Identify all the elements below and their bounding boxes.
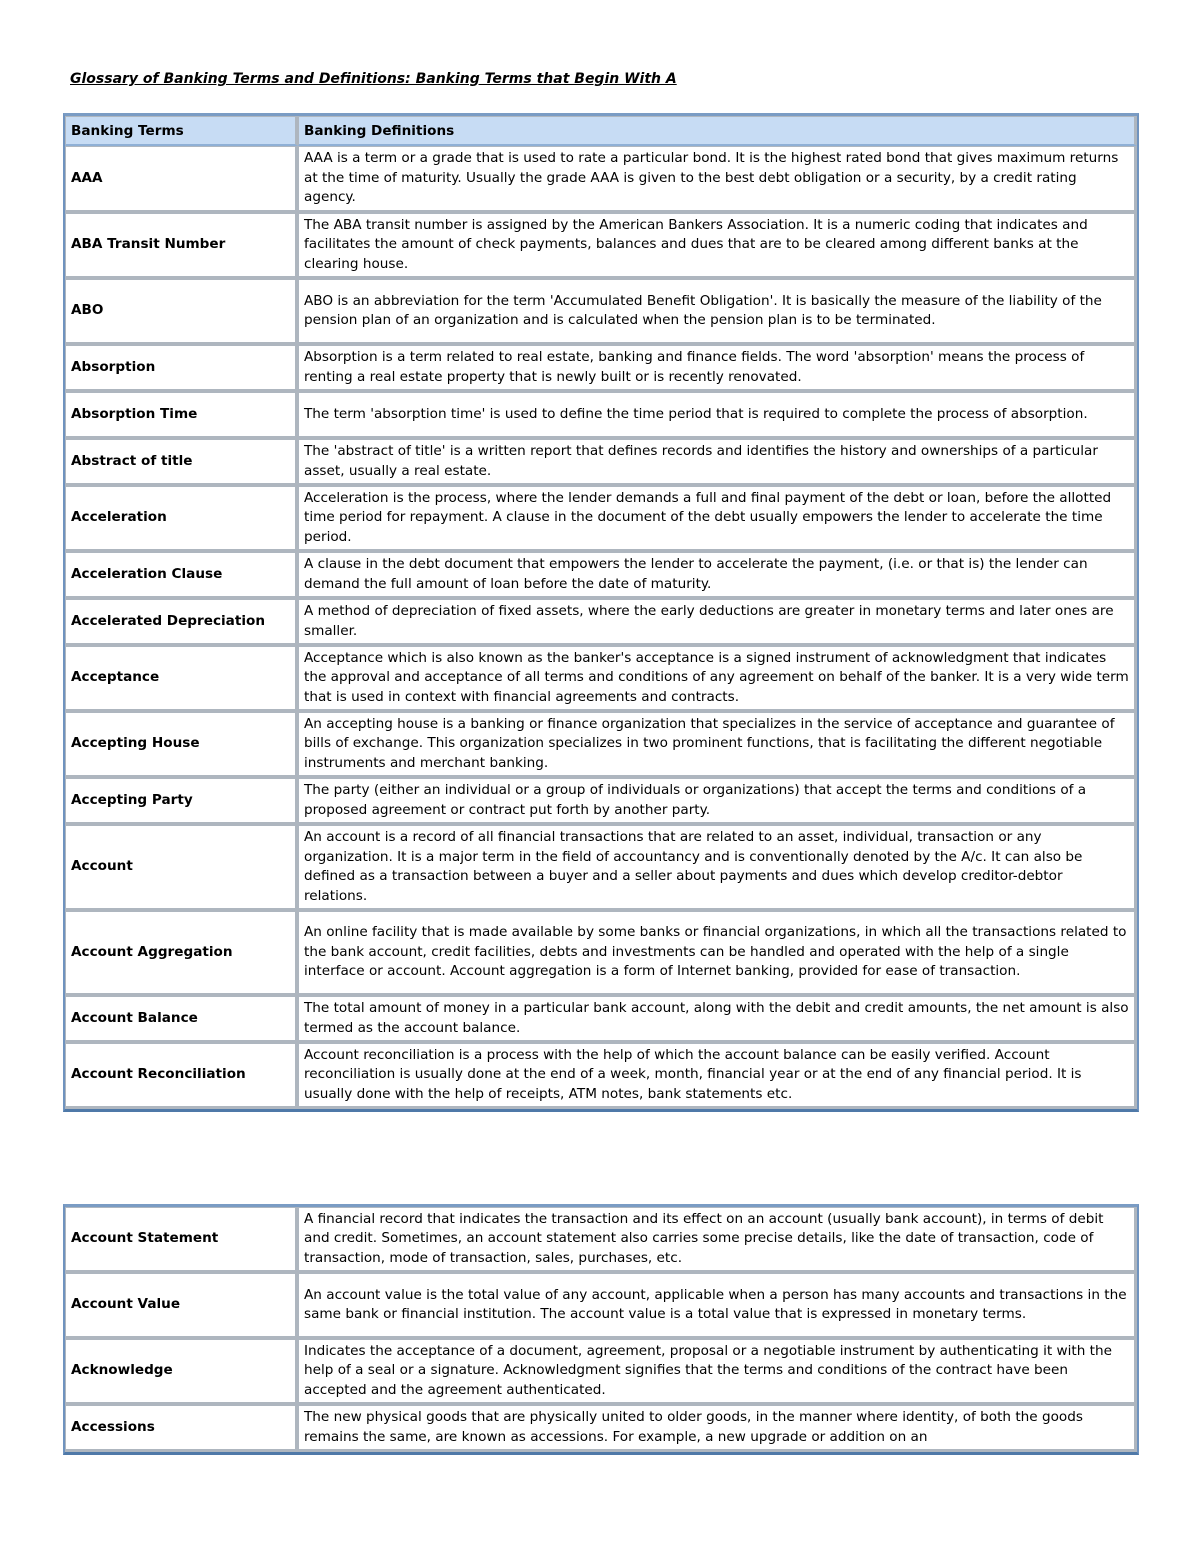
header-banking-definitions: Banking Definitions [298, 116, 1137, 146]
term-cell: Acceleration Clause [65, 552, 298, 599]
table-row [65, 1273, 1137, 1339]
definition-cell: Acceptance which is also known as the banker's acceptance is a signed instrument of acknowledgment that indicates the approval and acceptance of all terms and conditions of any agreement on behalf of the banker. It is a very wide term that is used in context with financial agreements and contracts. [298, 646, 1137, 712]
definition-cell: AAA is a term or a grade that is used to rate a particular bond. It is the highest rated bond that gives maximum returns at the time of maturity. Usually the grade AAA is given to the best debt obligation or a security, by a credit rating agency. [298, 146, 1137, 213]
definition-cell: The new physical goods that are physically united to older goods, in the manner where identity, of both the goods remains the same, are known as accessions. For example, a new upgrade or addition on an [298, 1405, 1137, 1452]
term-cell: Accessions [65, 1405, 298, 1452]
term-cell: Account Aggregation [65, 911, 298, 996]
term-cell: ABO [65, 279, 298, 345]
table-row [65, 712, 1137, 778]
term-cell: Abstract of title [65, 439, 298, 486]
table-row [65, 599, 1137, 646]
term-cell: Absorption [65, 345, 298, 392]
term-cell: Acceptance [65, 646, 298, 712]
table-row [65, 439, 1137, 486]
term-cell: Acceleration [65, 486, 298, 552]
table-row [65, 146, 1137, 213]
definition-cell: Acceleration is the process, where the lender demands a full and final payment of the debt or loan, before the allotted time period for repayment. A clause in the document of the debt usually empowers the lender to accelerate the time period. [298, 486, 1137, 552]
definition-cell: ABO is an abbreviation for the term 'Accumulated Benefit Obligation'. It is basically the measure of the liability of the pension plan of an organization and is calculated when the pension plan is to be terminated. [298, 279, 1137, 345]
glossary-table-2 [63, 1204, 1139, 1455]
table-row [65, 213, 1137, 279]
term-cell: Account Reconciliation [65, 1043, 298, 1109]
glossary-table-2-body [65, 1207, 1137, 1452]
table-row [65, 1405, 1137, 1452]
table-row [65, 279, 1137, 345]
definition-cell: A financial record that indicates the transaction and its effect on an account (usually bank account), in terms of debit and credit. Sometimes, an account statement also carries some precise details, like the date of transaction, code of transaction, mode of transaction, sales, purchases, etc. [298, 1207, 1137, 1273]
table-row [65, 1207, 1137, 1273]
glossary-table-1-body [65, 146, 1137, 1109]
table-row [65, 1043, 1137, 1109]
definition-cell: An account is a record of all financial transactions that are related to an asset, individual, transaction or any organization. It is a major term in the field of accountancy and is conventionally denoted by the A/c. It can also be defined as a transaction between a buyer and a seller about payments and dues which develop creditor-debtor relations. [298, 825, 1137, 911]
definition-cell: An online facility that is made available by some banks or financial organizations, in which all the transactions related to the bank account, credit facilities, debts and investments can be handled and operated with the help of a single interface or account. Account aggregation is a form of Internet banking, provided for ease of transaction. [298, 911, 1137, 996]
definition-cell: The term 'absorption time' is used to define the time period that is required to complete the process of absorption. [298, 392, 1137, 439]
term-cell: Account Value [65, 1273, 298, 1339]
table-row [65, 996, 1137, 1043]
table-row [65, 552, 1137, 599]
glossary-table-1 [63, 113, 1139, 1112]
term-cell: Accepting House [65, 712, 298, 778]
definition-cell: A method of depreciation of fixed assets, where the early deductions are greater in monetary terms and later ones are smaller. [298, 599, 1137, 646]
term-cell: ABA Transit Number [65, 213, 298, 279]
table-row [65, 1339, 1137, 1405]
term-cell: Account Balance [65, 996, 298, 1043]
definition-cell: An accepting house is a banking or finance organization that specializes in the service of acceptance and guarantee of bills of exchange. This organization specializes in two prominent functions, that is facilitating the different negotiable instruments and merchant banking. [298, 712, 1137, 778]
term-cell: Accepting Party [65, 778, 298, 825]
term-cell: Absorption Time [65, 392, 298, 439]
table-row [65, 345, 1137, 392]
table-row [65, 778, 1137, 825]
definition-cell: The ABA transit number is assigned by the American Bankers Association. It is a numeric coding that indicates and facilitates the amount of check payments, balances and dues that are to be cleared among different banks at the clearing house. [298, 213, 1137, 279]
header-banking-terms: Banking Terms [65, 116, 298, 146]
term-cell: Acknowledge [65, 1339, 298, 1405]
definition-cell: The party (either an individual or a group of individuals or organizations) that accept the terms and conditions of a proposed agreement or contract put forth by another party. [298, 778, 1137, 825]
definition-cell: The 'abstract of title' is a written report that defines records and identifies the history and ownerships of a particular asset, usually a real estate. [298, 439, 1137, 486]
table-row [65, 646, 1137, 712]
header-row [65, 116, 1137, 146]
table-row [65, 392, 1137, 439]
definition-cell: Absorption is a term related to real estate, banking and finance fields. The word 'absorption' means the process of renting a real estate property that is newly built or is recently renovated. [298, 345, 1137, 392]
term-cell: Account Statement [65, 1207, 298, 1273]
term-cell: Account [65, 825, 298, 911]
definition-cell: Indicates the acceptance of a document, agreement, proposal or a negotiable instrument by authenticating it with the help of a seal or a signature. Acknowledgment signifies that the terms and conditions of the contract have been accepted and the agreement authenticated. [298, 1339, 1137, 1405]
page-title: Glossary of Banking Terms and Definitions: Banking Terms that Begin With A [70, 71, 677, 87]
term-cell: Accelerated Depreciation [65, 599, 298, 646]
definition-cell: A clause in the debt document that empowers the lender to accelerate the payment, (i.e. or that is) the lender can demand the full amount of loan before the date of maturity. [298, 552, 1137, 599]
definition-cell: Account reconciliation is a process with the help of which the account balance can be easily verified. Account reconciliation is usually done at the end of a week, month, financial year or at the end of any financial period. It is usually done with the help of receipts, ATM notes, bank statements etc. [298, 1043, 1137, 1109]
table-row [65, 911, 1137, 996]
table-row [65, 486, 1137, 552]
definition-cell: An account value is the total value of any account, applicable when a person has many accounts and transactions in the same bank or financial institution. The account value is a total value that is expressed in monetary terms. [298, 1273, 1137, 1339]
definition-cell: The total amount of money in a particular bank account, along with the debit and credit amounts, the net amount is also termed as the account balance. [298, 996, 1137, 1043]
term-cell: AAA [65, 146, 298, 213]
table-row [65, 825, 1137, 911]
